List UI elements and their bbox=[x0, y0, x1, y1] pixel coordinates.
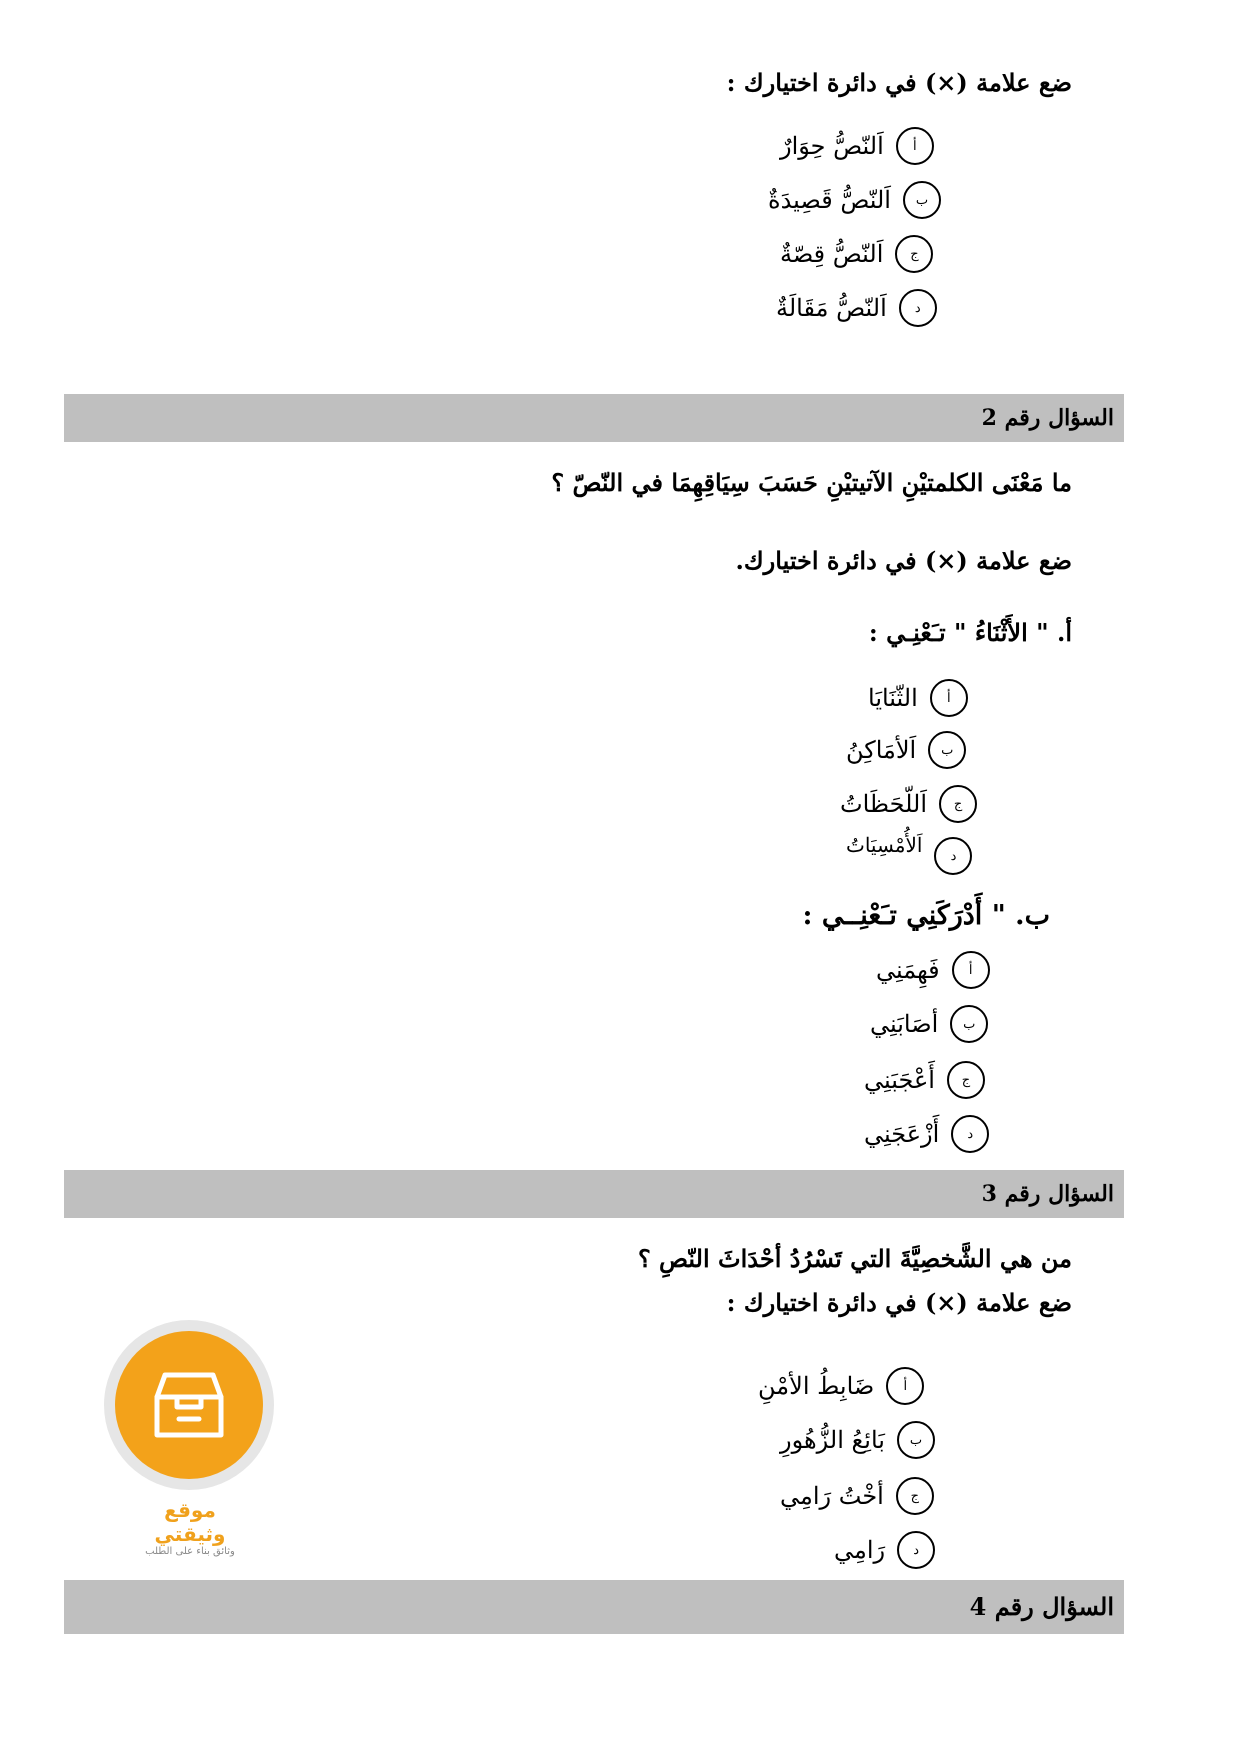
option-text: أَزْعَجَنِي bbox=[864, 1120, 940, 1148]
q2a-option-3[interactable] bbox=[840, 782, 977, 826]
option-text: اَلنّصُّ قَصِيدَةٌ bbox=[768, 186, 891, 214]
option-circle[interactable]: ب bbox=[928, 731, 966, 769]
option-text: أَعْجَبَنِي bbox=[864, 1066, 935, 1094]
option-circle[interactable]: ج bbox=[896, 1477, 934, 1515]
option-text: اَلأمَاكِنُ bbox=[846, 736, 917, 764]
q1-instruction: ضع علامة (×) في دائرة اختيارك : bbox=[726, 68, 1072, 97]
q2a-option-2[interactable] bbox=[846, 728, 966, 772]
q3-option-4[interactable] bbox=[834, 1528, 935, 1572]
option-circle[interactable]: د bbox=[899, 289, 937, 327]
q2-instruction: ضع علامة (×) في دائرة اختيارك. bbox=[735, 546, 1072, 575]
q2b-option-1[interactable] bbox=[876, 948, 990, 992]
logo-badge-inner bbox=[115, 1331, 263, 1479]
q2-part-a-prompt: أ. " الأَثْنَاءُ " تـَعْنِـي : bbox=[868, 618, 1072, 647]
q3-option-1[interactable] bbox=[758, 1364, 924, 1408]
brand-name: موقع وثيقتي bbox=[154, 1498, 226, 1546]
q3-instruction: ضع علامة (×) في دائرة اختيارك : bbox=[726, 1288, 1072, 1317]
option-text: اَلأُمْسِيَاتُ bbox=[846, 833, 923, 857]
q1-option-3[interactable] bbox=[780, 232, 933, 276]
option-circle[interactable]: ج bbox=[895, 235, 933, 273]
q3-option-3[interactable] bbox=[780, 1474, 934, 1518]
option-circle[interactable]: ب bbox=[950, 1005, 988, 1043]
option-circle[interactable]: أ bbox=[930, 679, 968, 717]
option-text: رَامِي bbox=[834, 1536, 886, 1564]
brand-tagline: وثائق بناء على الطلب bbox=[145, 1546, 235, 1557]
option-circle[interactable]: د bbox=[897, 1531, 935, 1569]
q3-option-2[interactable] bbox=[780, 1418, 935, 1462]
q2-header-bar bbox=[64, 394, 1124, 442]
logo-badge bbox=[104, 1320, 274, 1490]
option-text: اَلنّصُّ قِصّةٌ bbox=[780, 240, 884, 268]
option-circle[interactable]: أ bbox=[886, 1367, 924, 1405]
q1-option-1[interactable] bbox=[780, 124, 934, 168]
option-text: فَهِمَنِي bbox=[876, 956, 940, 984]
q2-header: السؤال رقم 2 bbox=[981, 405, 1114, 431]
option-circle[interactable]: أ bbox=[952, 951, 990, 989]
archive-drawer-icon bbox=[149, 1369, 229, 1441]
logo-brand bbox=[128, 1498, 252, 1557]
q2-question: ما مَعْنَى الكلمتيْنِ الآتيتيْنِ حَسَبَ سِيَاقِهِمَا في النّصّ ؟ bbox=[551, 468, 1072, 497]
q2b-option-2[interactable] bbox=[870, 1002, 988, 1046]
option-text: أخْتُ رَامِي bbox=[780, 1482, 884, 1510]
option-text: أصَابَنِي bbox=[870, 1010, 939, 1038]
q3-question: من هي الشَّخصِيَّةَ التي تَسْرُدُ أحْدَاثَ النّصِ ؟ bbox=[637, 1244, 1072, 1273]
option-circle[interactable]: د bbox=[934, 837, 972, 875]
q3-header: السؤال رقم 3 bbox=[981, 1181, 1114, 1207]
option-text: اَلنّصُّ حِوَارٌ bbox=[780, 132, 884, 160]
q2a-option-1[interactable] bbox=[868, 676, 968, 720]
option-text: بَائِعُ الزُّهُورِ bbox=[780, 1426, 885, 1454]
q2b-option-3[interactable] bbox=[864, 1058, 985, 1102]
option-text: ضَابِطُ الأمْنِ bbox=[758, 1372, 875, 1400]
option-circle[interactable]: د bbox=[951, 1115, 989, 1153]
q2-part-b-prompt: ب. " أَدْرَكَنِي تـَعْنِــي : bbox=[802, 900, 1050, 931]
q4-header-bar bbox=[64, 1580, 1124, 1634]
q1-option-2[interactable] bbox=[768, 178, 941, 222]
option-circle[interactable]: ب bbox=[903, 181, 941, 219]
option-text: اَللّحَظَاتُ bbox=[840, 790, 928, 818]
q3-header-bar bbox=[64, 1170, 1124, 1218]
q1-option-4[interactable] bbox=[776, 286, 937, 330]
q4-header: السؤال رقم 4 bbox=[969, 1592, 1114, 1621]
option-circle[interactable]: ج bbox=[947, 1061, 985, 1099]
q2a-option-4[interactable] bbox=[846, 834, 972, 878]
option-circle[interactable]: ج bbox=[939, 785, 977, 823]
option-circle[interactable]: أ bbox=[896, 127, 934, 165]
option-text: اَلنّصُّ مَقَالَةٌ bbox=[776, 294, 887, 322]
q2b-option-4[interactable] bbox=[864, 1112, 989, 1156]
option-circle[interactable]: ب bbox=[897, 1421, 935, 1459]
option-text: الثّنَايَا bbox=[868, 684, 918, 712]
